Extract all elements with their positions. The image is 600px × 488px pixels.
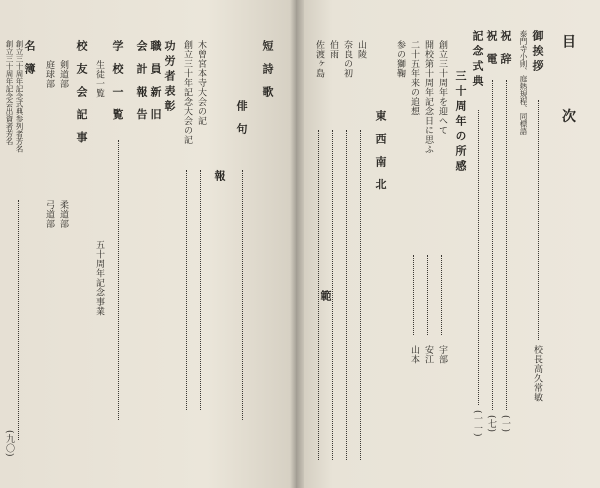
toc-section-heading: 功労者表彰	[163, 40, 176, 115]
toc-section-heading: 三十周年の所感	[454, 70, 467, 175]
book-spine	[290, 0, 304, 488]
toc-entry: 生徒一覧	[94, 60, 104, 98]
leader-dots	[413, 255, 414, 335]
toc-section-heading: 東 西 南 北	[374, 110, 387, 194]
toc-section-heading: 範	[319, 290, 332, 305]
toc-entry: 五十周年記念事業	[94, 240, 104, 316]
toc-entry: 佐渡ヶ島	[314, 40, 324, 78]
toc-entry-author: 安江	[423, 345, 433, 364]
toc-entry-greeting: 御挨拶	[531, 30, 544, 75]
toc-entry-page: (九〇)	[4, 430, 14, 458]
toc-entry: 剣道部	[58, 60, 68, 89]
toc-entry: 創立三十周年を迎へて	[437, 40, 447, 135]
toc-section-heading: 校 友 会 記 事	[75, 40, 88, 147]
toc-entry: 創立三十年記念大会の記	[182, 40, 192, 145]
toc-entry-telegrams: 祝 電	[485, 30, 498, 68]
leader-dots	[492, 80, 493, 410]
leader-dots	[506, 80, 507, 410]
toc-entry-author: 宇部	[437, 345, 447, 364]
toc-section-heading: 俳 句	[235, 100, 248, 138]
toc-section-heading: 職 員 新 旧	[149, 40, 162, 124]
toc-entry: 木曾宮本寺大会の記	[196, 40, 206, 126]
toc-section-heading: 学 校 一 覧	[111, 40, 124, 124]
toc-entry: 二十五年来の追想	[409, 40, 419, 116]
toc-entry-sub: 泰門寺小則、庭熱規程、同標語	[519, 30, 528, 135]
leader-dots	[441, 255, 442, 335]
toc-section-heading: 名 簿	[23, 40, 36, 78]
leader-dots	[427, 255, 428, 335]
leader-dots	[18, 200, 19, 440]
leader-dots	[242, 170, 243, 420]
leader-dots	[118, 140, 119, 420]
toc-entry: 庭球部	[44, 60, 54, 89]
toc-entry: 創立三十周年記念会出資者芳名	[5, 40, 14, 145]
toc-entry: 開校第十周年記念日に思ふ	[423, 40, 433, 154]
toc-entry-page: (一一)	[472, 410, 482, 438]
leader-dots	[332, 130, 333, 460]
toc-title: 目 次	[560, 34, 576, 151]
leader-dots	[478, 110, 479, 405]
leader-dots	[186, 170, 187, 410]
toc-entry: 山陵	[356, 40, 366, 59]
leader-dots	[538, 100, 539, 340]
leader-dots	[346, 130, 347, 460]
toc-entry-author: 校長高久常敏	[532, 345, 542, 402]
toc-entry: 伯雨	[328, 40, 338, 59]
toc-section-heading: 報	[213, 170, 226, 185]
toc-entry-author: 山本	[409, 345, 419, 364]
leader-dots	[200, 170, 201, 410]
toc-entry: 奈良の初	[342, 40, 352, 78]
toc-entry: 参の獅鞠	[395, 40, 405, 78]
toc-entry-congrats: 祝 辞	[499, 30, 512, 68]
leader-dots	[360, 130, 361, 460]
toc-entry-page: (七)	[486, 415, 496, 433]
toc-entry: 創立三十周年記念式典参列者芳名	[15, 40, 24, 153]
toc-section-heading: 短 詩 歌	[261, 40, 274, 101]
toc-entry-page: (一)	[500, 415, 510, 433]
toc-entry-ceremony: 記念式典	[471, 30, 484, 90]
toc-section-heading: 会 計 報 告	[135, 40, 148, 124]
toc-entry: 柔道部	[58, 200, 68, 229]
toc-entry: 弓道部	[44, 200, 54, 229]
